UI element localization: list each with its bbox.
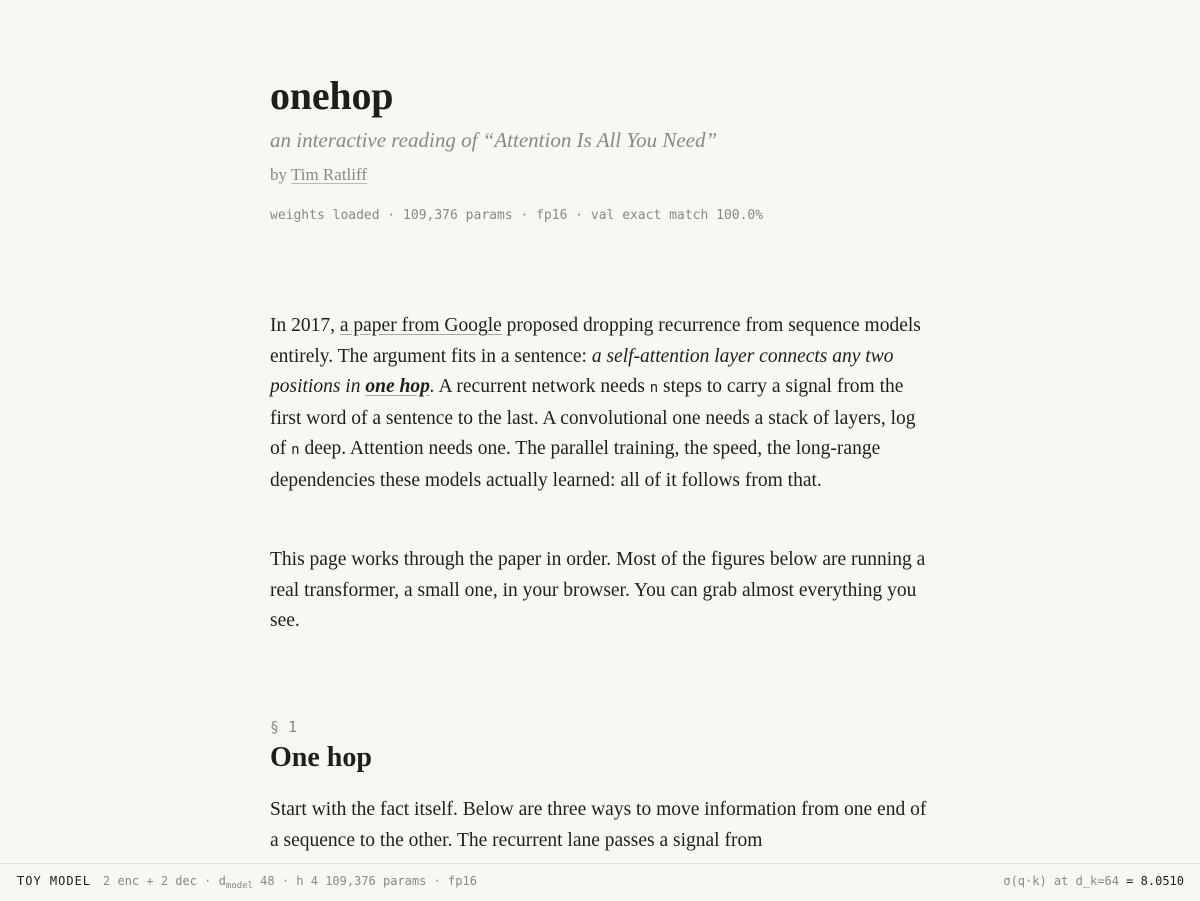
n-variable: n	[649, 380, 659, 396]
section-title: One hop	[270, 742, 372, 773]
section-paragraph: Start with the fact itself. Below are three ways to move information from one end of a sequence to the other. The recurrent lane passes a signal from	[270, 799, 927, 851]
page-title: onehop	[270, 73, 394, 118]
intro-paragraph-1	[270, 311, 930, 496]
footer-bar	[0, 863, 1200, 901]
model-status: weights loaded · 109,376 params · fp16 · val exact match 100.0%	[270, 208, 764, 223]
intro-text: steps to carry a signal from the first word of a sentence to the last. A convolutional one needs a stack of layers, log of	[270, 376, 916, 459]
n-variable: n	[291, 442, 300, 458]
formula-value: 8.0510	[1140, 874, 1184, 888]
footer-brand: TOY MODEL	[17, 874, 92, 888]
key-sentence-period: .	[429, 376, 435, 397]
intro-text: proposed dropping recurrence from sequence models entirely. The argument fits in a sentence:	[270, 315, 921, 367]
formula-readout	[1003, 874, 1184, 888]
one-hop-link[interactable]: one hop	[365, 376, 430, 397]
formula: σ(q·k) at d_k=64	[1003, 874, 1119, 888]
byline	[270, 165, 367, 185]
page-subtitle: an interactive reading of “Attention Is All You Need”	[270, 128, 718, 152]
spec-text: 2 enc + 2 dec · d	[103, 874, 226, 888]
spec-subscript: model	[225, 881, 253, 891]
intro-text: A recurrent network needs	[434, 376, 650, 397]
intro-text: In 2017,	[270, 315, 340, 336]
spec-text: 48 · h 4 109,376 params · fp16	[252, 874, 477, 888]
byline-prefix: by	[270, 165, 291, 184]
model-spec	[17, 874, 477, 891]
intro-paragraph-2: This page works through the paper in order. Most of the figures below are running a real transformer, a small one, in your browser. You can grab almost everything you see.	[270, 549, 926, 631]
author-link[interactable]: Tim Ratliff	[290, 165, 368, 184]
paper-link[interactable]: a paper from Google	[339, 315, 502, 336]
key-sentence: a self-attention layer connects any two positions in	[270, 345, 894, 397]
intro-text: deep. Attention needs one. The parallel training, the speed, the long-range dependencies these models actually learned: all of it follows from that.	[270, 438, 881, 491]
section-number: § 1	[270, 718, 298, 736]
equals-sign: =	[1118, 874, 1141, 888]
